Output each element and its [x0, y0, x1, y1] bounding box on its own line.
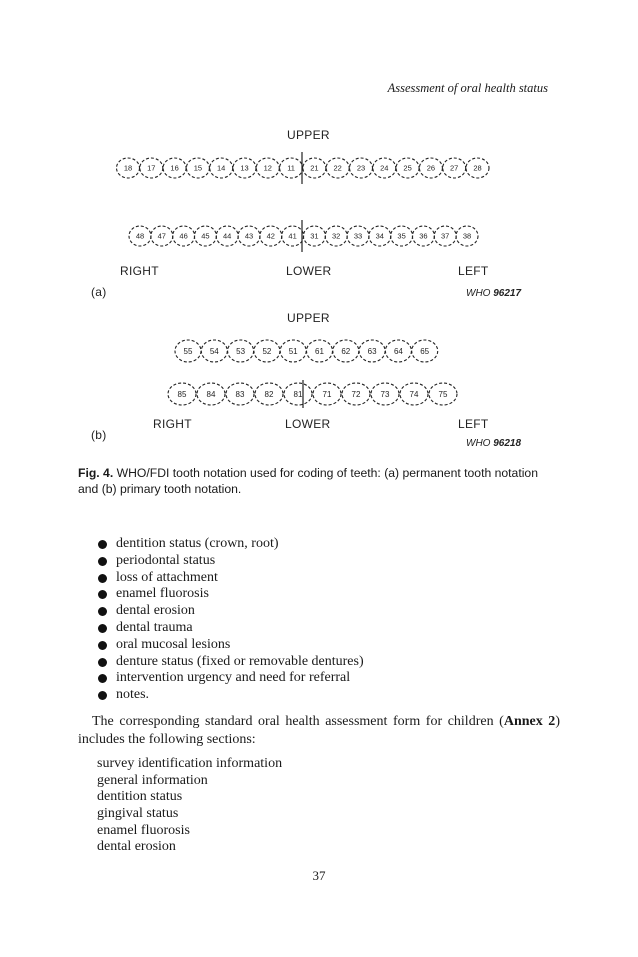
tooth: [210, 158, 233, 178]
running-head: Assessment of oral health status: [387, 81, 548, 95]
tooth: [284, 383, 312, 405]
who-code-a: WHO 96217: [466, 288, 522, 299]
tooth: [412, 226, 434, 246]
tooth-number: 71: [322, 389, 332, 399]
tooth-number: 85: [177, 389, 187, 399]
upper-label-b: UPPER: [287, 311, 330, 325]
tooth: [313, 383, 341, 405]
list-item: enamel fluorosis: [98, 586, 364, 603]
body-paragraph: The corresponding standard oral health assessment form for children (Annex 2) includes the following sections:: [78, 714, 560, 747]
tooth-number: 83: [235, 389, 245, 399]
lower-label-b: LOWER: [285, 417, 331, 431]
tooth: [256, 158, 279, 178]
tooth-number: 25: [403, 163, 412, 173]
tooth: [303, 226, 325, 246]
tooth-number: 47: [157, 231, 166, 241]
tooth-number: 82: [264, 389, 274, 399]
list-item: dentition status (crown, root): [98, 536, 364, 553]
tooth: [434, 226, 456, 246]
tooth: [186, 158, 209, 178]
tooth: [307, 340, 333, 362]
tooth-number: 36: [419, 231, 428, 241]
tooth: [303, 158, 326, 178]
upper-label-a: UPPER: [287, 128, 330, 142]
tooth-number: 16: [170, 163, 179, 173]
tooth-number: 24: [380, 163, 389, 173]
tooth-number: 46: [179, 231, 188, 241]
tooth-number: 72: [351, 389, 361, 399]
tooth-number: 38: [462, 231, 472, 241]
tooth: [280, 158, 303, 178]
list-item: dental erosion: [98, 603, 364, 620]
tooth: [201, 340, 227, 362]
who-code-b: WHO 96218: [466, 438, 522, 449]
tooth-number: 35: [397, 231, 406, 241]
assessment-bullet-list: [98, 536, 364, 704]
list-item: intervention urgency and need for referral: [98, 670, 364, 687]
tooth-number: 12: [263, 163, 272, 173]
tooth-number: 51: [288, 346, 298, 356]
tooth: [140, 158, 163, 178]
tooth: [373, 158, 396, 178]
tooth-number: 28: [473, 163, 482, 173]
right-label-b: RIGHT: [153, 417, 192, 431]
tooth: [350, 158, 373, 178]
tooth-number: 43: [244, 231, 254, 241]
tooth: [466, 158, 489, 178]
tooth-number: 37: [441, 231, 450, 241]
list-item: dentition status: [97, 789, 183, 805]
tooth-number: 73: [380, 389, 390, 399]
tooth-number: 74: [409, 389, 419, 399]
list-item: gingival status: [97, 806, 179, 822]
tooth-number: 53: [236, 346, 246, 356]
form-sections-list: [97, 756, 282, 856]
tooth: [163, 158, 186, 178]
tooth: [254, 340, 280, 362]
tooth-number: 84: [206, 389, 216, 399]
tooth: [456, 226, 478, 246]
tooth: [325, 226, 347, 246]
tooth: [173, 226, 195, 246]
tooth-number: 63: [367, 346, 377, 356]
tooth: [194, 226, 216, 246]
tooth: [216, 226, 238, 246]
tooth: [333, 340, 359, 362]
tooth-number: 65: [420, 346, 430, 356]
tooth-number: 23: [356, 163, 366, 173]
tooth-number: 41: [288, 231, 297, 241]
tooth-number: 44: [223, 231, 232, 241]
list-item: notes.: [98, 687, 364, 704]
tooth-number: 52: [262, 346, 272, 356]
tooth-number: 14: [217, 163, 226, 173]
tooth: [117, 158, 140, 178]
tooth: [151, 226, 173, 246]
right-label-a: RIGHT: [120, 264, 159, 278]
tooth: [238, 226, 260, 246]
tooth: [369, 226, 391, 246]
tooth: [443, 158, 466, 178]
panel-b-tag: (b): [91, 428, 107, 442]
tooth-number: 13: [240, 163, 249, 173]
tooth: [400, 383, 428, 405]
tooth: [233, 158, 256, 178]
tooth: [347, 226, 369, 246]
tooth: [429, 383, 457, 405]
tooth-number: 22: [333, 163, 342, 173]
tooth-number: 15: [193, 163, 203, 173]
tooth-number: 32: [332, 231, 341, 241]
left-label-a: LEFT: [458, 264, 489, 278]
tooth-number: 55: [183, 346, 193, 356]
tooth: [359, 340, 385, 362]
figure-caption: Fig. 4. WHO/FDI tooth notation used for coding of teeth: (a) permanent tooth notation and (b) primary tooth notation.: [78, 466, 538, 496]
tooth-number: 61: [315, 346, 324, 356]
panel-a-tag: (a): [91, 285, 107, 299]
tooth: [228, 340, 254, 362]
tooth: [260, 226, 282, 246]
tooth-number: 34: [375, 231, 384, 241]
tooth-number: 18: [123, 163, 133, 173]
tooth: [385, 340, 411, 362]
tooth: [419, 158, 442, 178]
list-item: denture status (fixed or removable dentures): [98, 654, 364, 671]
tooth-number: 42: [266, 231, 275, 241]
tooth: [175, 340, 201, 362]
list-item: dental trauma: [98, 620, 364, 637]
tooth-number: 33: [353, 231, 363, 241]
tooth: [282, 226, 304, 246]
list-item: loss of attachment: [98, 570, 364, 587]
page-number: 37: [312, 868, 326, 883]
tooth: [280, 340, 306, 362]
tooth: [197, 383, 225, 405]
tooth-number: 31: [310, 231, 319, 241]
tooth-number: 48: [135, 231, 145, 241]
tooth-number: 81: [293, 389, 303, 399]
tooth-number: 27: [450, 163, 459, 173]
tooth-number: 45: [201, 231, 210, 241]
tooth-number: 64: [393, 346, 403, 356]
tooth: [226, 383, 254, 405]
tooth-number: 17: [147, 163, 156, 173]
list-item: enamel fluorosis: [97, 822, 190, 838]
tooth-number: 26: [426, 163, 436, 173]
primary-teeth-diagram: [160, 332, 460, 416]
tooth-number: 54: [209, 346, 219, 356]
permanent-teeth-diagram: [110, 148, 495, 260]
tooth-number: 75: [438, 389, 448, 399]
tooth: [391, 226, 413, 246]
tooth: [396, 158, 419, 178]
tooth-number: 21: [310, 163, 319, 173]
list-item: oral mucosal lesions: [98, 637, 364, 654]
list-item: general information: [97, 772, 208, 788]
tooth: [412, 340, 438, 362]
list-item: periodontal status: [98, 553, 364, 570]
tooth: [342, 383, 370, 405]
tooth: [326, 158, 349, 178]
tooth: [129, 226, 151, 246]
tooth: [168, 383, 196, 405]
tooth-number: 62: [341, 346, 351, 356]
tooth-number: 11: [287, 163, 295, 173]
list-item: survey identification information: [97, 756, 283, 771]
list-item: dental erosion: [97, 839, 176, 855]
left-label-b: LEFT: [458, 417, 489, 431]
tooth: [371, 383, 399, 405]
lower-label-a: LOWER: [286, 264, 332, 278]
tooth: [255, 383, 283, 405]
